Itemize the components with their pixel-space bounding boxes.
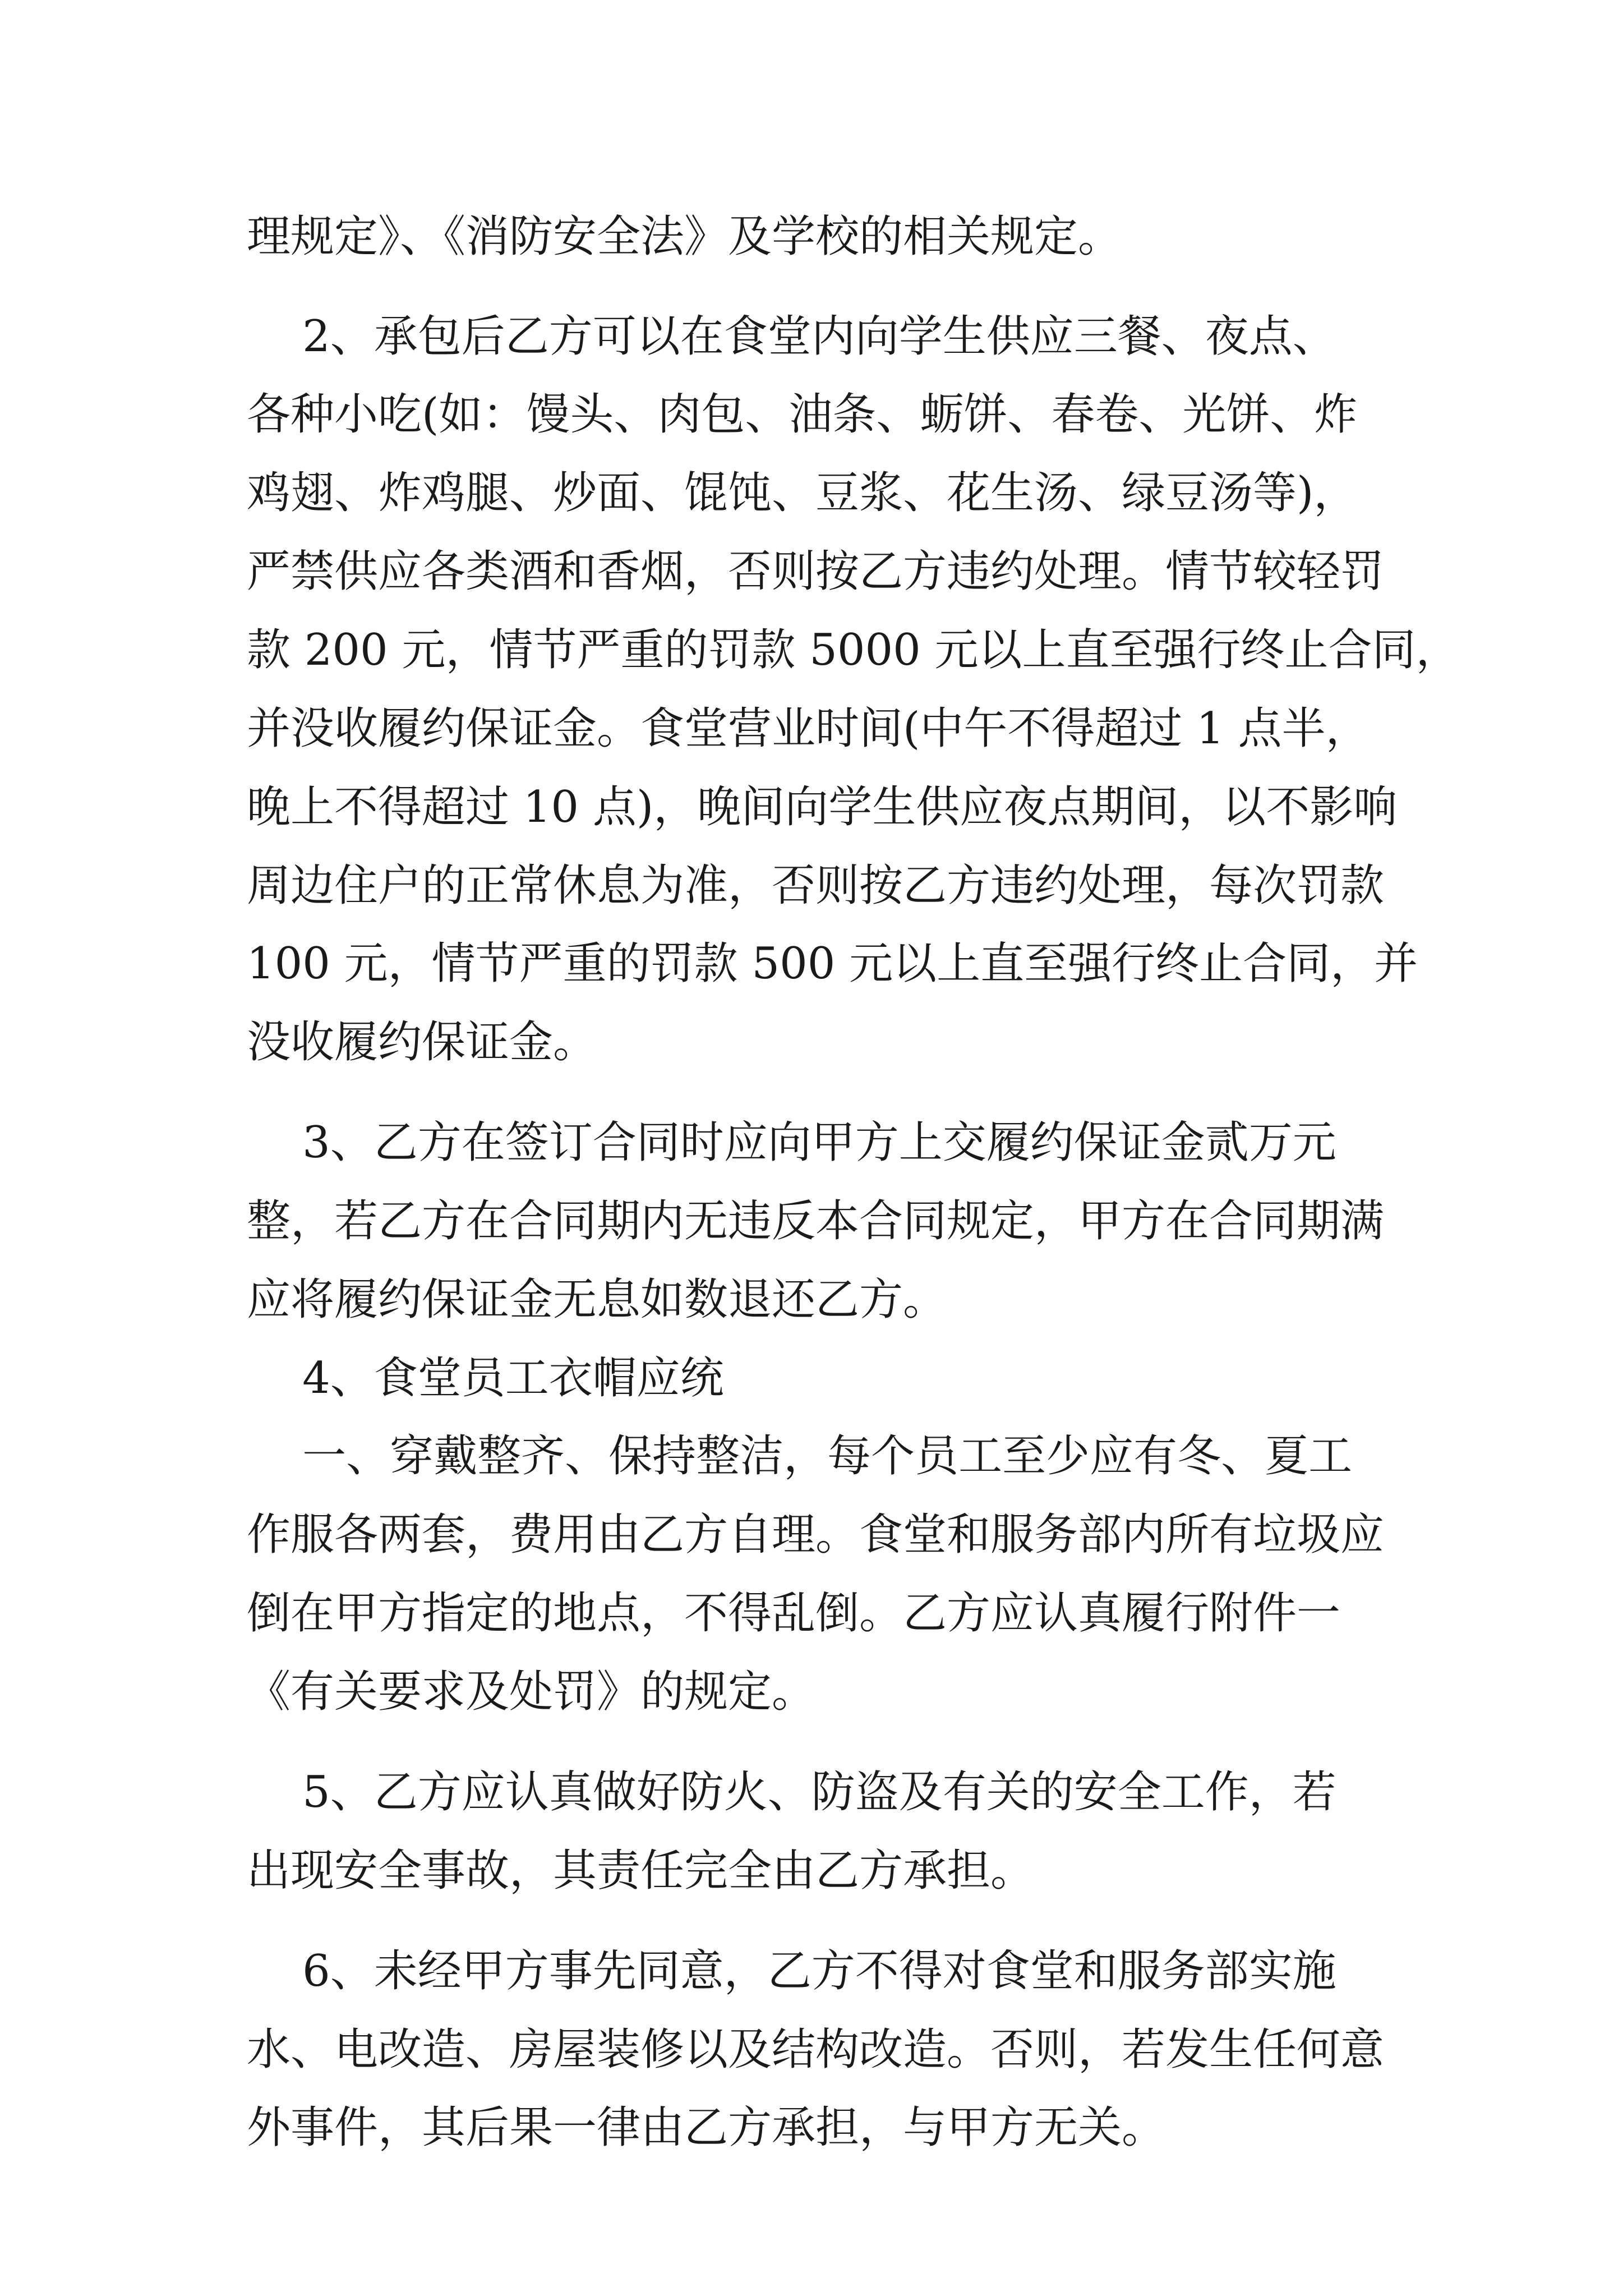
text-line: 款 200 元，情节严重的罚款 5000 元以上直至强行终止合同， — [247, 625, 1460, 675]
text-line: 没收履约保证金。 — [247, 1017, 597, 1068]
text-line: 2、承包后乙方可以在食堂内向学生供应三餐、夜点、 — [247, 311, 1336, 362]
text-line: 100 元，情节严重的罚款 500 元以上直至强行终止合同，并 — [247, 938, 1418, 989]
text-line: 严禁供应各类酒和香烟，否则按乙方违约处理。情节较轻罚 — [247, 546, 1385, 597]
text-line: 一、穿戴整齐、保持整洁，每个员工至少应有冬、夏工 — [247, 1431, 1353, 1481]
text-line: 作服各两套，费用由乙方自理。食堂和服务部内所有垃圾应 — [247, 1510, 1385, 1560]
text-line: 晚上不得超过 10 点)，晚间向学生供应夜点期间，以不影响 — [247, 782, 1398, 832]
text-line: 应将履约保证金无息如数退还乙方。 — [247, 1274, 947, 1325]
text-line: 各种小吃(如：馒头、肉包、油条、蛎饼、春卷、光饼、炸 — [247, 389, 1358, 440]
text-line: 并没收履约保证金。食堂营业时间(中午不得超过 1 点半， — [247, 703, 1370, 754]
text-line: 鸡翅、炸鸡腿、炒面、馄饨、豆浆、花生汤、绿豆汤等)， — [247, 468, 1358, 518]
text-line: 《有关要求及处罚》的规定。 — [247, 1667, 816, 1717]
text-line: 5、乙方应认真做好防火、防盗及有关的安全工作，若 — [247, 1767, 1336, 1818]
text-line: 3、乙方在签订合同时应向甲方上交履约保证金贰万元 — [247, 1117, 1336, 1168]
text-line: 4、食堂员工衣帽应统 — [247, 1353, 724, 1404]
text-line: 整，若乙方在合同期内无违反本合同规定，甲方在合同期满 — [247, 1196, 1385, 1246]
text-line: 出现安全事故，其责任完全由乙方承担。 — [247, 1846, 1035, 1896]
text-line: 理规定》、《消防安全法》及学校的相关规定。 — [247, 211, 1122, 262]
text-line: 倒在甲方指定的地点，不得乱倒。乙方应认真履行附件一 — [247, 1588, 1341, 1639]
text-line: 外事件，其后果一律由乙方承担，与甲方无关。 — [247, 2102, 1166, 2153]
text-line: 6、未经甲方事先同意，乙方不得对食堂和服务部实施 — [247, 1946, 1336, 1996]
text-line: 水、电改造、房屋装修以及结构改造。否则，若发生任何意 — [247, 2024, 1385, 2075]
text-line: 周边住户的正常休息为准，否则按乙方违约处理，每次罚款 — [247, 861, 1385, 911]
